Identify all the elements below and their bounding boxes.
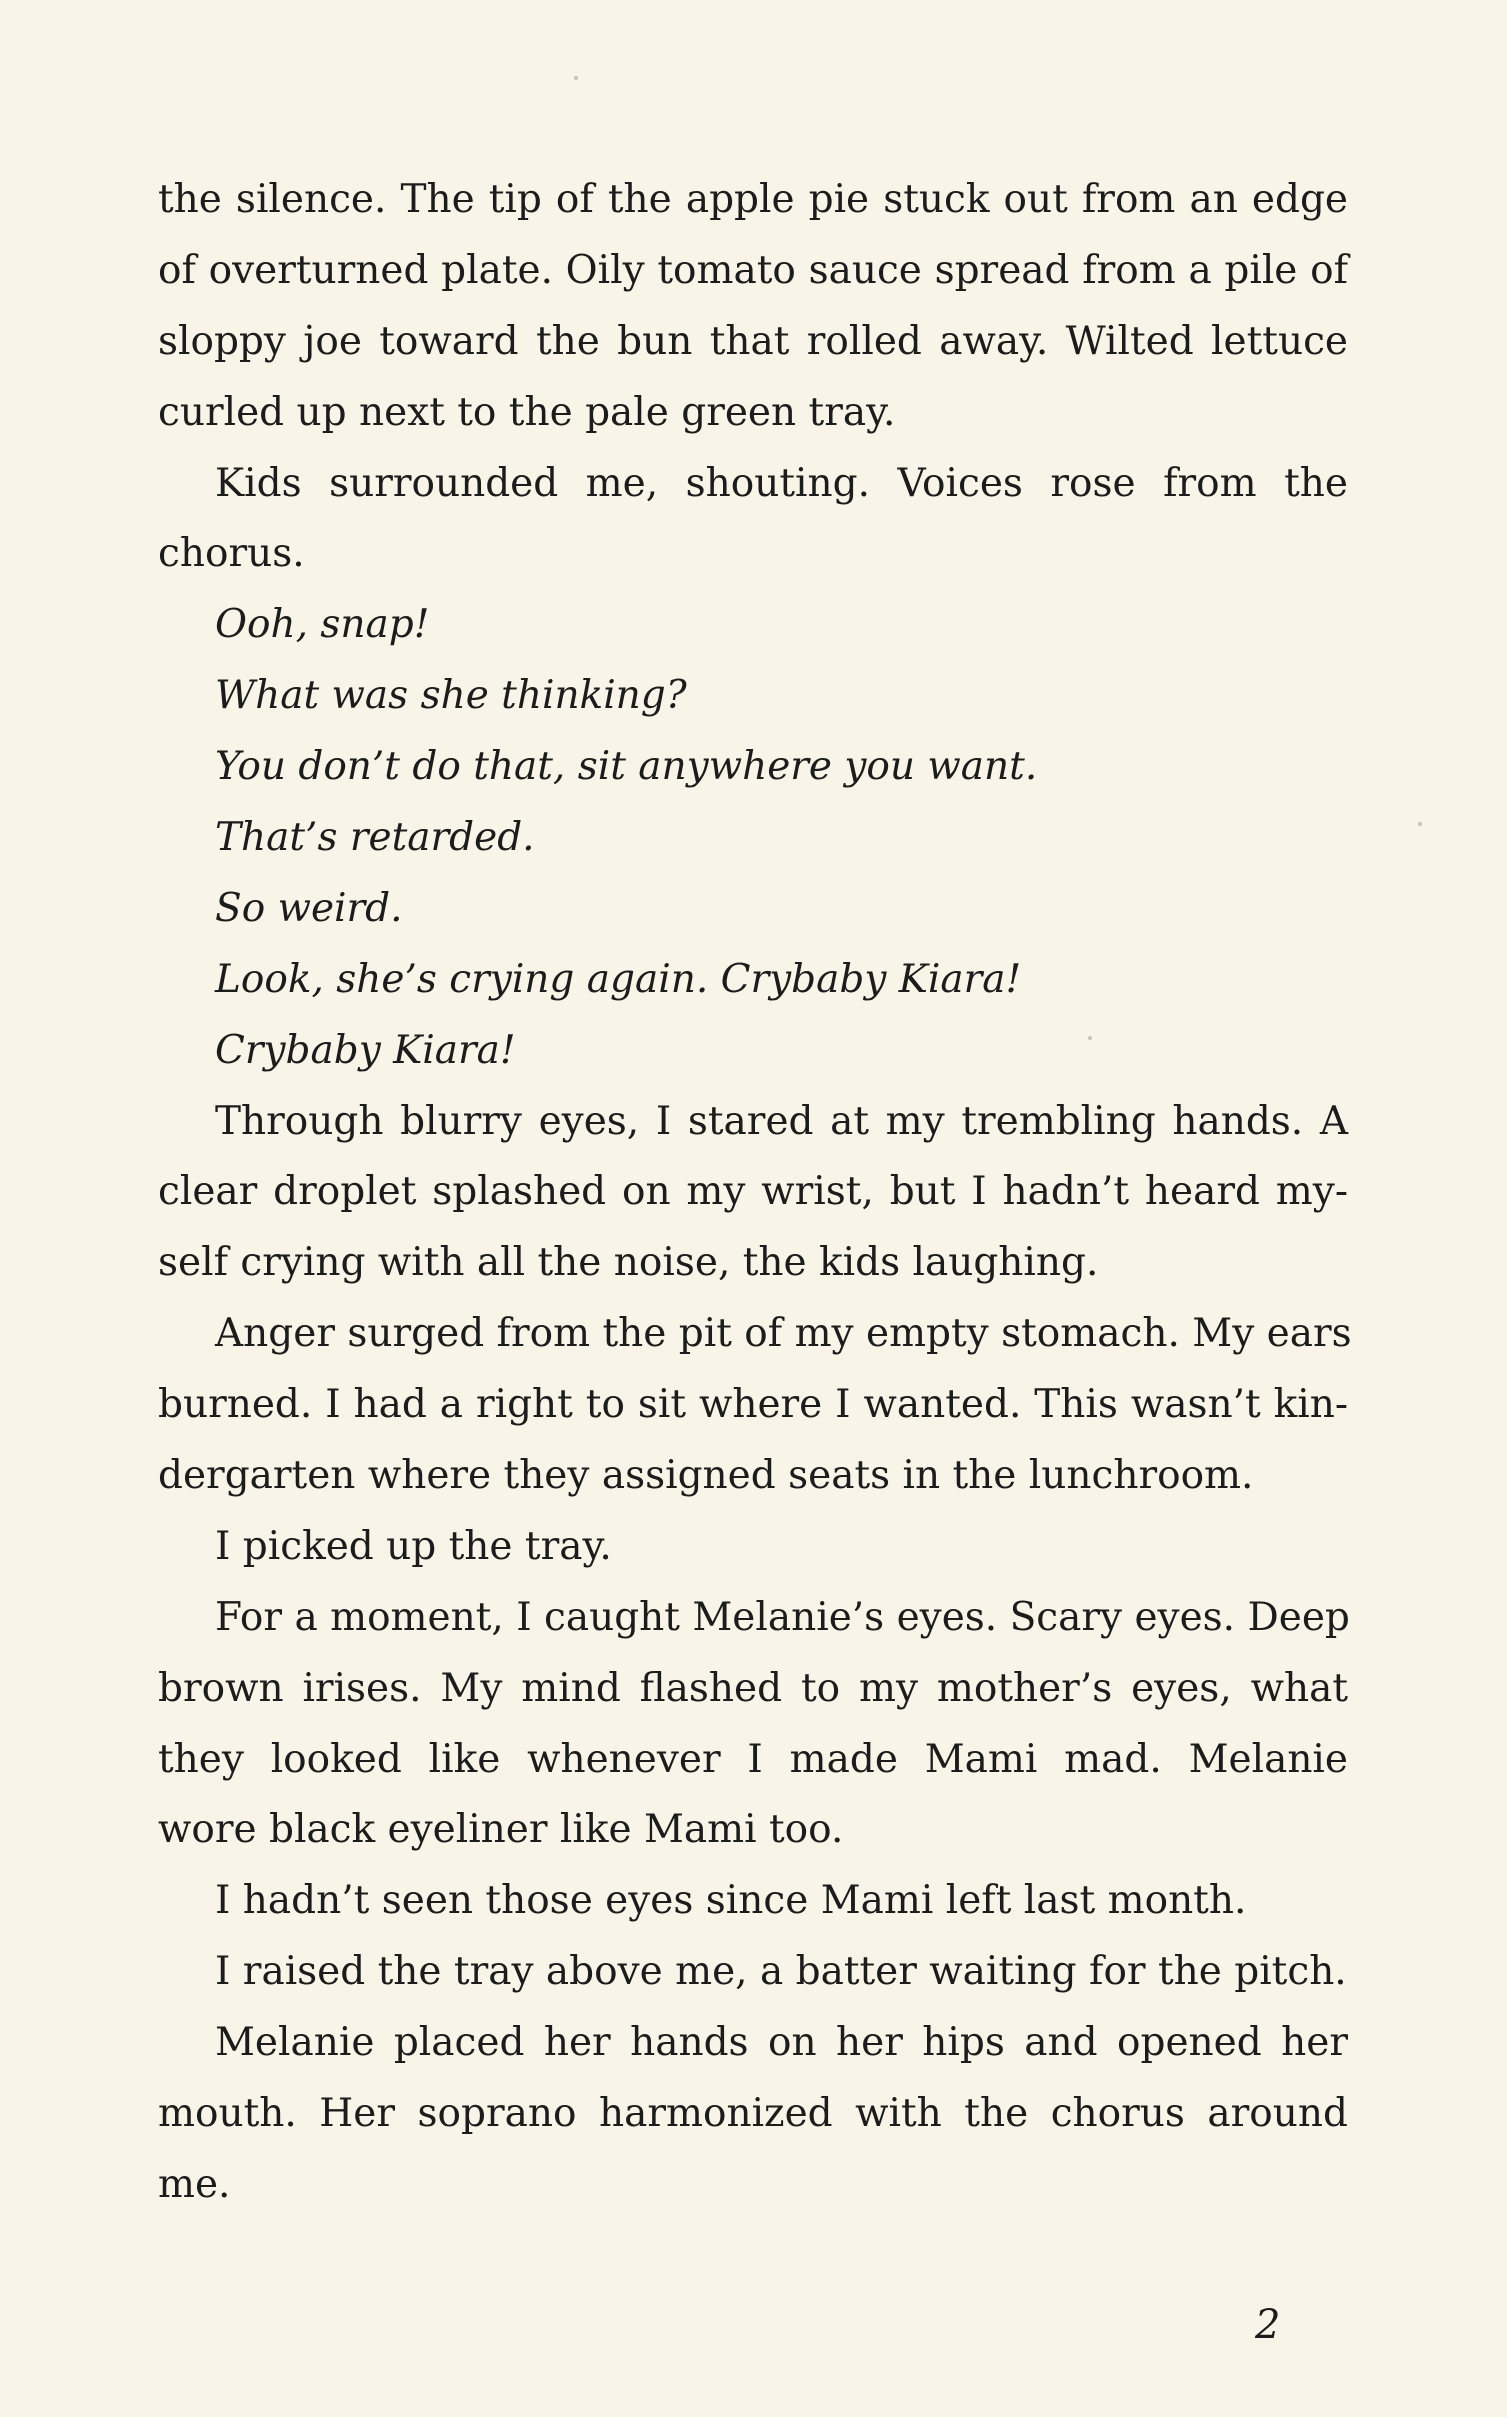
- dialogue-line: Ooh, snap!: [215, 602, 430, 648]
- dialogue-line: You don’t do that, sit anywhere you want.: [215, 744, 1038, 790]
- text-line: sloppy joe toward the bun that rolled away. Wilted lettuce: [158, 318, 1348, 364]
- text-line: brown irises. My mind flashed to my mother’s eyes, what: [158, 1665, 1348, 1711]
- text-line: curled up next to the pale green tray.: [158, 389, 896, 435]
- text-line: I picked up the tray.: [215, 1523, 612, 1569]
- dialogue-line: So weird.: [215, 885, 403, 931]
- dialogue-line: That’s retarded.: [215, 815, 535, 861]
- text-line: burned. I had a right to sit where I wanted. This wasn’t kin-: [158, 1382, 1348, 1428]
- text-line: self crying with all the noise, the kids laughing.: [158, 1240, 1099, 1286]
- text-line: Through blurry eyes, I stared at my trembling hands. A: [215, 1098, 1348, 1144]
- text-line: dergarten where they assigned seats in the lunchroom.: [158, 1453, 1254, 1499]
- dialogue-line: Crybaby Kiara!: [215, 1027, 516, 1073]
- text-line: of overturned plate. Oily tomato sauce spread from a pile of: [158, 247, 1348, 293]
- paper-speck: [1088, 1036, 1092, 1040]
- paper-speck: [1418, 822, 1422, 826]
- dialogue-line: Look, she’s crying again. Crybaby Kiara!: [215, 956, 1022, 1002]
- dialogue-line: What was she thinking?: [215, 673, 687, 719]
- paper-speck: [574, 76, 578, 80]
- text-line: Melanie placed her hands on her hips and opened her: [215, 2020, 1348, 2066]
- text-line: clear droplet splashed on my wrist, but I hadn’t heard my-: [158, 1169, 1348, 1215]
- text-line: I hadn’t seen those eyes since Mami left last month.: [215, 1878, 1247, 1924]
- text-line: Anger surged from the pit of my empty stomach. My ears: [215, 1311, 1352, 1357]
- text-line: me.: [158, 2161, 231, 2207]
- text-line: For a moment, I caught Melanie’s eyes. Scary eyes. Deep: [215, 1594, 1350, 1640]
- text-line: they looked like whenever I made Mami mad. Melanie: [158, 1736, 1348, 1782]
- body-text: [158, 165, 1352, 2221]
- text-line: Kids surrounded me, shouting. Voices rose from the: [215, 460, 1348, 506]
- text-line: wore black eyeliner like Mami too.: [158, 1807, 844, 1853]
- page-number: 2: [1255, 2302, 1281, 2348]
- text-line: I raised the tray above me, a batter waiting for the pitch.: [215, 1949, 1347, 1995]
- text-line: mouth. Her soprano harmonized with the chorus around: [158, 2091, 1348, 2137]
- text-line: the silence. The tip of the apple pie stuck out from an edge: [158, 177, 1348, 222]
- text-line: chorus.: [158, 531, 305, 577]
